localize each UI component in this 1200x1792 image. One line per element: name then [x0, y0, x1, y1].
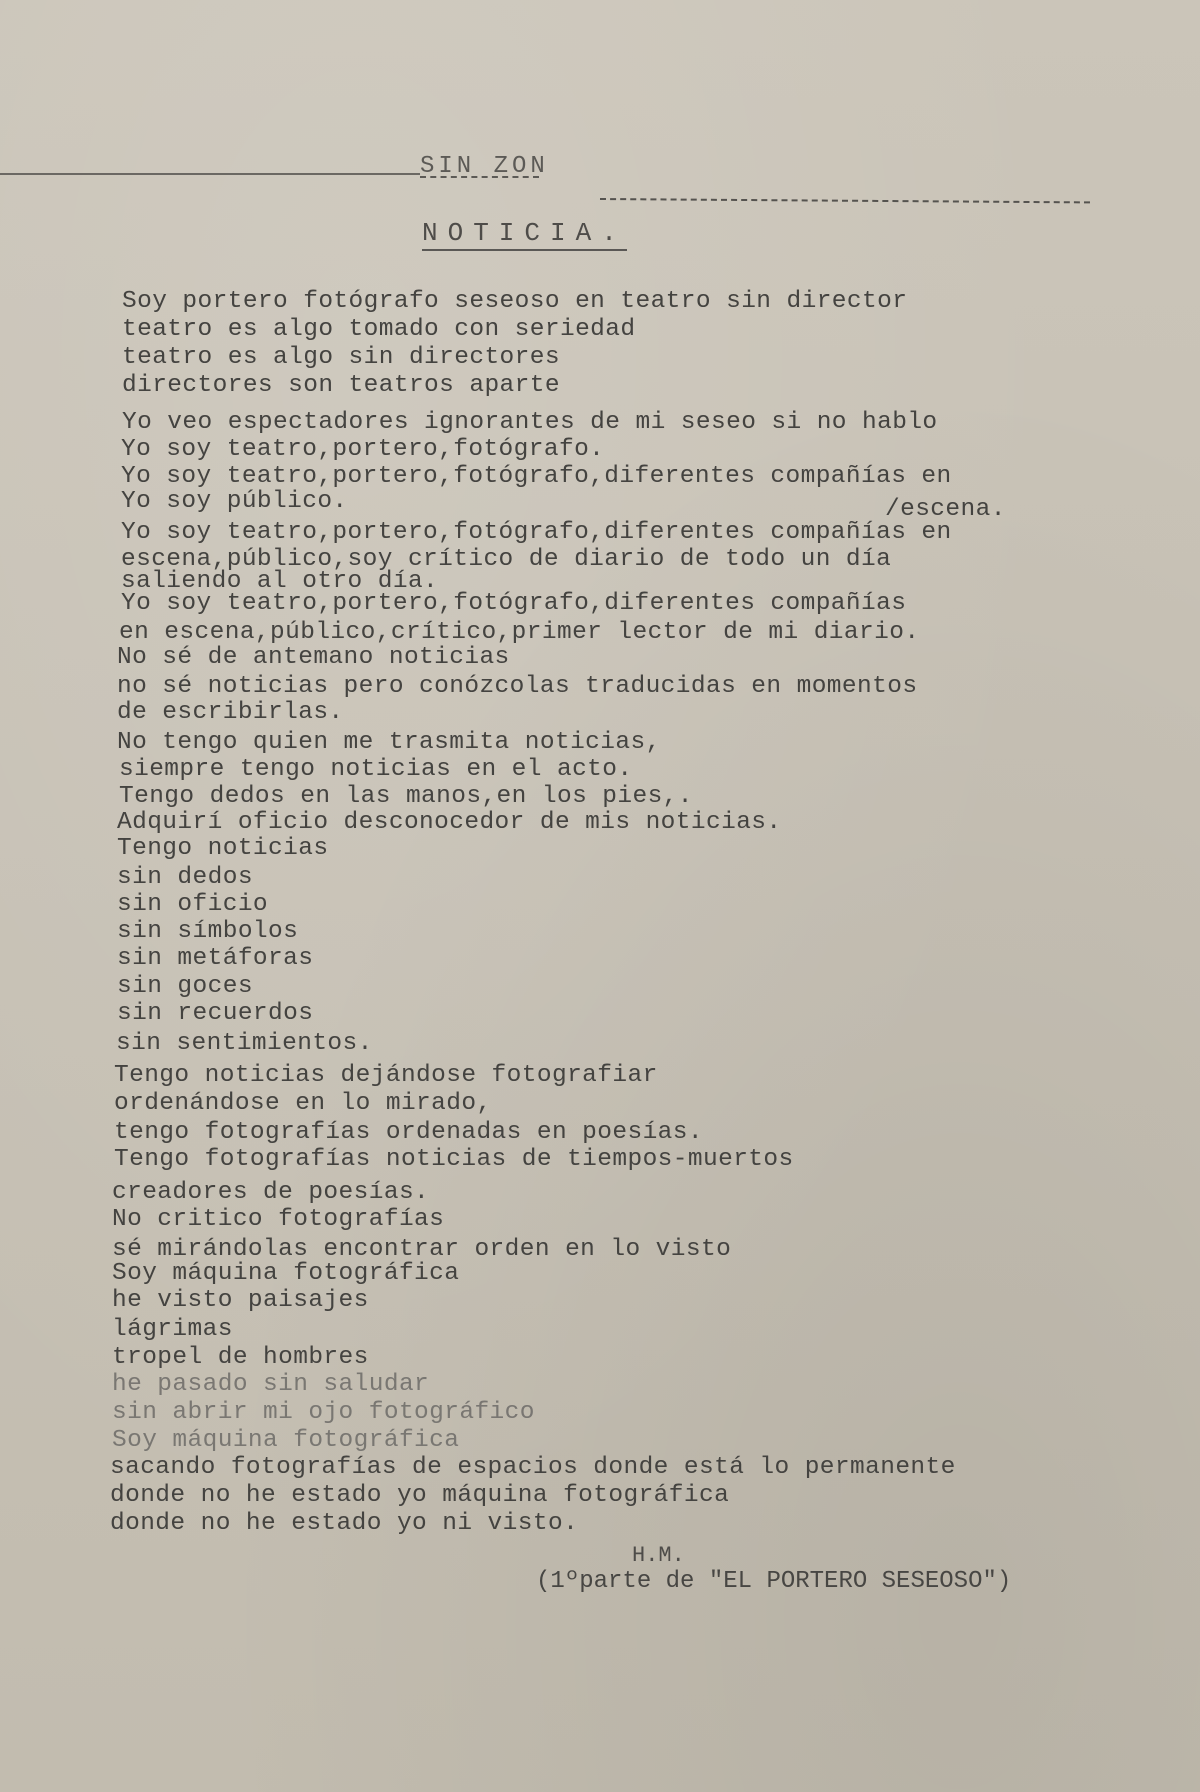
poem-line: ordenándose en lo mirado, — [114, 1090, 492, 1117]
poem-line: No sé de antemano noticias — [117, 644, 510, 671]
poem-line: sin sentimientos. — [116, 1030, 373, 1057]
attribution: (1ºparte de "EL PORTERO SESEOSO") — [536, 1568, 1012, 1595]
poem-line: siempre tengo noticias en el acto. — [119, 756, 633, 783]
poem-line: tropel de hombres — [112, 1344, 369, 1371]
poem-line: he visto paisajes — [112, 1287, 369, 1314]
poem-line: no sé noticias pero conózcolas traducidas en momentos — [117, 673, 918, 700]
poem-title: NOTICIA. — [422, 218, 627, 251]
poem-line: sin oficio — [117, 891, 269, 918]
poem-line: lágrimas — [112, 1316, 233, 1343]
poem-line: /escena. — [885, 496, 1006, 523]
poem-line: sacando fotografías de espacios donde está lo permanente — [110, 1454, 956, 1481]
series-title: SIN ZON — [420, 153, 549, 180]
poem-line: Yo soy teatro,portero,fotógrafo,diferentes compañías en — [121, 463, 952, 490]
poem-line: Yo soy teatro,portero,fotógrafo,diferentes compañías — [121, 590, 907, 617]
poem-line: Tengo noticias — [117, 835, 329, 862]
poem-line: No tengo quien me trasmita noticias, — [117, 729, 661, 756]
poem-line: Yo soy teatro,portero,fotógrafo. — [121, 436, 605, 463]
poem-line: Tengo noticias dejándose fotografiar — [114, 1062, 658, 1089]
poem-line: Adquirí oficio desconocedor de mis noticias. — [117, 809, 782, 836]
poem-line: he pasado sin saludar — [112, 1371, 430, 1398]
poem-line: Yo soy público. — [121, 488, 348, 515]
poem-line: en escena,público,crítico,primer lector de mi diario. — [119, 619, 920, 646]
poem-line: tengo fotografías ordenadas en poesías. — [114, 1119, 703, 1146]
poem-line: saliendo al otro día. — [121, 568, 439, 595]
poem-line: Yo veo espectadores ignorantes de mi seseo si no hablo — [122, 409, 938, 436]
poem-line: donde no he estado yo máquina fotográfica — [110, 1482, 730, 1509]
poem-line: de escribirlas. — [117, 699, 344, 726]
poem-line: sin abrir mi ojo fotográfico — [112, 1399, 535, 1426]
poem-line: Tengo dedos en las manos,en los pies,. — [119, 783, 693, 810]
poem-line: sin metáforas — [117, 945, 314, 972]
poem-line: sin dedos — [117, 864, 253, 891]
poem-line: escena,público,soy crítico de diario de todo un día — [121, 546, 892, 573]
poem-line: No critico fotografías — [112, 1206, 445, 1233]
poem-line: Soy máquina fotográfica — [112, 1427, 460, 1454]
poem-line: teatro es algo tomado con seriedad — [122, 316, 636, 343]
poem-line: donde no he estado yo ni visto. — [110, 1510, 579, 1537]
poem-line: sin recuerdos — [117, 1000, 314, 1027]
poem-line: Yo soy teatro,portero,fotógrafo,diferentes compañías en — [121, 519, 952, 546]
poem-line: sin goces — [117, 973, 253, 1000]
poem-line: creadores de poesías. — [112, 1179, 430, 1206]
poem-line: Soy máquina fotográfica — [112, 1260, 460, 1287]
signature-initials: H.M. — [632, 1543, 685, 1568]
poem-line: sé mirándolas encontrar orden en lo visto — [112, 1236, 732, 1263]
poem-line: directores son teatros aparte — [122, 372, 560, 399]
poem-line: Soy portero fotógrafo seseoso en teatro sin director — [122, 288, 908, 315]
poem-line: sin símbolos — [117, 918, 299, 945]
poem-line: teatro es algo sin directores — [122, 344, 560, 371]
poem-line: Tengo fotografías noticias de tiempos-muertos — [114, 1146, 794, 1173]
